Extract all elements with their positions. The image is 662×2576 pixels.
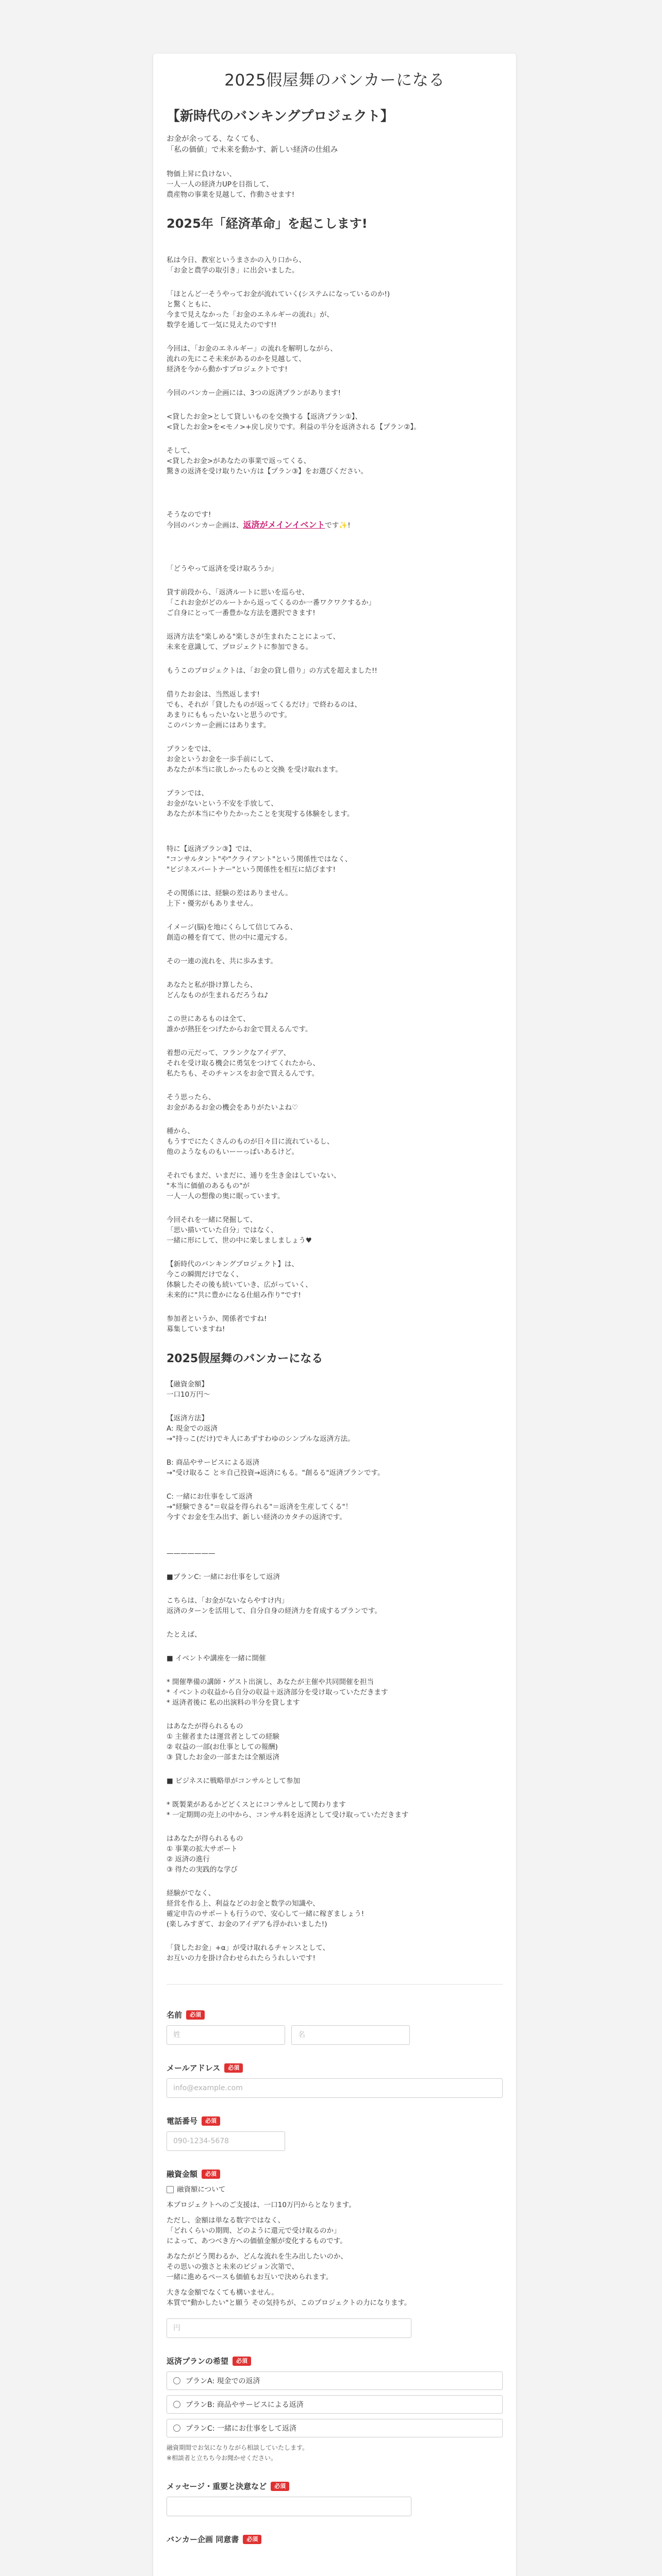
email-label: メールアドレス 必須 [167,2062,503,2073]
first-name-input[interactable] [291,2025,410,2045]
body-p17: イメージ(脳)を地にくらして信じてみる、 創造の種を育てて、世の中に還元する。 [167,923,297,942]
body-p2: 「ほとんど一そうやってお金が流れていく(システムになっているのか!) と驚くともに、 今まで見えなかった「お金のエネルギーの流れ」が、 数学を通して一気に見えたのです!! [167,290,390,329]
bank-label: バンカー企画 同意書 必須 [167,2534,503,2545]
body-p8: 「どうやって返済を受け取ろうか」 [167,565,278,573]
plan-note: 融資期間でお気になりながら相談していたします。 ※相談者と立ちち今お聞かせください。 [167,2444,309,2462]
body-p23: 種から、 もうすでにたくさんのものが日々目に流れているし、 他のようなものもいーーっぱいあるけど。 [167,1127,334,1156]
body-p5: <貸したお金>として貸しいものを交換する【返済プラン①】、 <貸したお金>を<モノ>+戻し戻りです。利益の半分を返済される【プラン②】。 [167,413,421,431]
amount-label: 融資金額 必須 [167,2168,503,2179]
body-p12: 借りたお金は、当然返します! でも、それが「貸したものが返ってくるだけ」で終わるのは、 あまりにももったいないと思うのです。 このバンカー企画にはあります。 [167,690,361,730]
body-p22: そう思ったら、 お金があるお金の機会をありがたいよね♡ [167,1093,299,1112]
plan-field [167,2355,503,2463]
name-label: 名前 必須 [167,2009,503,2020]
body-p15: 特に【返済プラン③】では、 "コンサルタント"や"クライアント"という関係性ではなく、 "ビジネスパートナー"という関係性を相互に結びます! [167,845,352,874]
required-badge: 必須 [186,2010,205,2020]
body-p1: 私は今日、教室というまさかの入り口から、 「お金と農学の取引き」に出会いました。 [167,256,306,275]
body-p43: 「貸したお金」+α」が受け取れるチャンスとして、 お互いの力を掛け合わせられたらうれしいです! [167,1944,330,1962]
phone-input[interactable] [167,2131,285,2151]
plan-option-c[interactable]: プランC: 一緒にお仕事をして返済 [167,2419,503,2437]
body-p6: そして、 <貸したお金>があなたの事業で返ってくる、 驚きの返済を受け取りたい方は【プラン③】をお選びください。 [167,447,368,476]
form-divider [167,1984,503,1985]
body-p32: ——————— [167,1549,216,1557]
body-p37: * 開催準備の講師・ゲスト出演し、あなたが主催や共同開催を担当 * イベントの収益から自分の収益＋返済部分を受け取っていただきます * 返済者後に 私の出演料の半分を貸します [167,1678,388,1707]
body-p27: 参加者というか、関係者ですね! 募集していますね! [167,1315,267,1333]
body-p21: 着想の元だって、フランクなアイデア、 それを受け取る機会に勇気をつけてくれたから、 私たちも、そのチャンスをお金で買えるんです。 [167,1049,320,1078]
body-p39: ■ ビジネスに戦略単がコンサルとして参加 [167,1777,300,1785]
body-p9: 貸す前段から、「返済ルートに思いを巡らせ、 「これお金がどのルートから返ってくるのか一番ワクワクするか」 ご自身にとって一番豊かな方法を選択できます! [167,588,375,617]
body-p33: ■プランC: 一緒にお仕事をして返済 [167,1573,280,1581]
body-p34: こちらは、「お金がないならやすけ内」 返済のターンを活用して、自分自身の経済力を育成するプランです。 [167,1597,382,1615]
body-p40: * 既製業があるかどどくスとにコンサルとして関わります * 一定期間の売上の中から、コンサル料を返済として受け取っていただきます [167,1801,409,1819]
page-title: 2025假屋舞のバンカーになる [224,71,445,90]
name-field [167,2009,503,2045]
heading-main: 【新時代のバンキングプロジェクト】 [167,109,394,124]
phone-field [167,2115,503,2151]
message-input[interactable] [167,2497,411,2516]
plan-label: 返済プランの希望 必須 [167,2355,503,2366]
body-p28: 【融資金額】 一口10万円〜 [167,1380,210,1399]
body-p7: そうなのです! 今回のバンカー企画は、返済がメインイベントです✨! [167,511,351,530]
required-badge: 必須 [202,2170,220,2179]
required-badge: 必須 [202,2116,220,2126]
required-badge: 必須 [271,2482,289,2491]
body-p36: ■ イベントや講座を一緒に開催 [167,1654,266,1663]
body-p10: 返済方法を"楽しめる"楽しさが生まれたことによって、 未来を意識して、プロジェクトに参加できる。 [167,633,340,651]
amount-note-4: 大きな金額でなくても構いません。 本質で"動かしたい"と願う その気持ちが、このプロジェクトの力になります。 [167,2289,411,2307]
body-p18: その一連の流れを、共に歩みます。 [167,957,277,965]
intro-text-2: 物価上昇に負けない、 一人一人の経済力UPを目指して、 農産物の事業を見越して、作動させます! [167,170,295,199]
body-p30: B: 商品やサービスによる返済 →"受け取るこ と＊自己投資→返済にもる。"創るる"返済プランです。 [167,1459,385,1477]
body-p13: プランをでは、 お金というお金を一歩手前にして、 あなたが本当に欲しかったものと交換 を受け取れます。 [167,745,342,774]
body-p4: 今回のバンカー企画には、3つの返済プランがあります! [167,389,341,397]
amount-check-row[interactable] [167,2184,503,2195]
amount-note-3: あなたがどう関わるか、どんな流れを生み出したいのか、 その思いの強さと未来のビジョン次第で、 一緒に進めるペースも価値もお互いで決められます。 [167,2252,347,2281]
body-p31: C: 一緒にお仕事をして返済 →"経験できる"＝収益を得られる"＝返済を生産してくる"！ 今すぐお金を生み出す、新しい経済のカタチの返済です。 [167,1493,353,1521]
body-p11: もうこのプロジェクトは、「お金の貸し借り」の方式を超えました!! [167,667,377,675]
bank-field [167,2534,503,2545]
body-p14: プランでは、 お金がないという不安を手放して、 あなたが本当にやりたかったことを実現する体験をします。 [167,789,354,818]
body-p3: 今回は、「お金のエネルギー」の流れを解明しながら、 流れの先にこそ未来があるのかを見越して、 経済を今から動かすプロジェクトです! [167,345,337,374]
body-p25: 今回それを一緒に発掘して、 「思い描いていた自分」ではなく、 一緒に形にして、世の中に楽しましましょう♥ [167,1216,312,1245]
required-badge: 必須 [233,2357,251,2366]
required-badge: 必須 [224,2063,243,2073]
radio-icon[interactable] [173,2377,180,2384]
body-p42: 経験がでなく、 経営を作る上、利益などのお金と数学の知識や、 確定申告のサポートも行うので、安心して一緒に稼ぎましょう! (楽しみすぎて、お金のアイデアも浮かれいました!) [167,1889,365,1928]
highlight-text: 返済がメインイベント [243,520,325,530]
body-p29: 【返済方法】 A: 現金での返済 →"持っこ(だけ)でキ人にあずすわゆのシンプルな返済方法。 [167,1414,355,1443]
intro-text: お金が余ってる、なくても、 「私の価値」で未来を動かす、新しい経済の仕組み [167,135,338,154]
heading-repeat: 2025假屋舞のバンカーになる [167,1352,323,1365]
plan-option-a[interactable]: プランA: 現金での返済 [167,2371,503,2390]
required-badge: 必須 [243,2535,261,2544]
body-p35: たとえば、 [167,1631,202,1639]
amount-note-2: ただし、金額は単なる数字ではなく、 「どれくらいの期間、どのように還元で受け取るのか」 によって、あつべき方への価値金額が変化するものです。 [167,2216,347,2245]
body-p41: はあなたが得られるもの ① 事業の拡大サポート ② 返済の進行 ③ 得たの実践的な学び [167,1835,243,1874]
message-label: メッセージ・重要と決意など 必須 [167,2481,503,2492]
email-input[interactable] [167,2078,503,2098]
amount-input[interactable] [167,2318,411,2338]
amount-check-label: 融資額について [177,2185,226,2194]
amount-field [167,2168,503,2338]
body-p24: それでもまだ、いまだに、通りを生き金はしていない、 "本当に価値のあるもの"が 一人一人の想像の奥に眠っています。 [167,1172,341,1200]
amount-note-1: 本プロジェクトへのご支援は、一口10万円からとなります。 [167,2201,356,2209]
last-name-input[interactable] [167,2025,285,2045]
phone-label: 電話番号 必須 [167,2115,503,2126]
heading-revolution: 2025年「経済革命」を起こします! [167,216,368,231]
main-card [153,54,516,2576]
message-field [167,2481,503,2516]
radio-icon[interactable] [173,2425,180,2432]
body-p16: その関係には、経験の差はありません。 上下・優劣がもありません。 [167,889,292,908]
body-p19: あなたと私が掛け算したら、 どんなものが生まれるだろうね♪ [167,981,269,999]
body-p38: はあなたが得られるもの ① 主催者または運営者としての経験 ② 収益の一部(お仕事としての報酬) ③ 貸したお金の一部または全額返済 [167,1722,279,1761]
body-p20: この世にあるものは全て、 誰かが熱狂をつげたからお金で買えるんです。 [167,1015,312,1033]
body-p26: 【新時代のバンキングプロジェクト】は、 今この瞬間だけでなく、 体験したその後も続いていき、広がっていく、 未来的に"共に豊かになる仕組み作り"です! [167,1260,312,1299]
checkbox-icon[interactable] [167,2186,174,2193]
radio-icon[interactable] [173,2401,180,2408]
email-field [167,2062,503,2098]
plan-option-b[interactable]: プランB: 商品やサービスによる返済 [167,2395,503,2414]
